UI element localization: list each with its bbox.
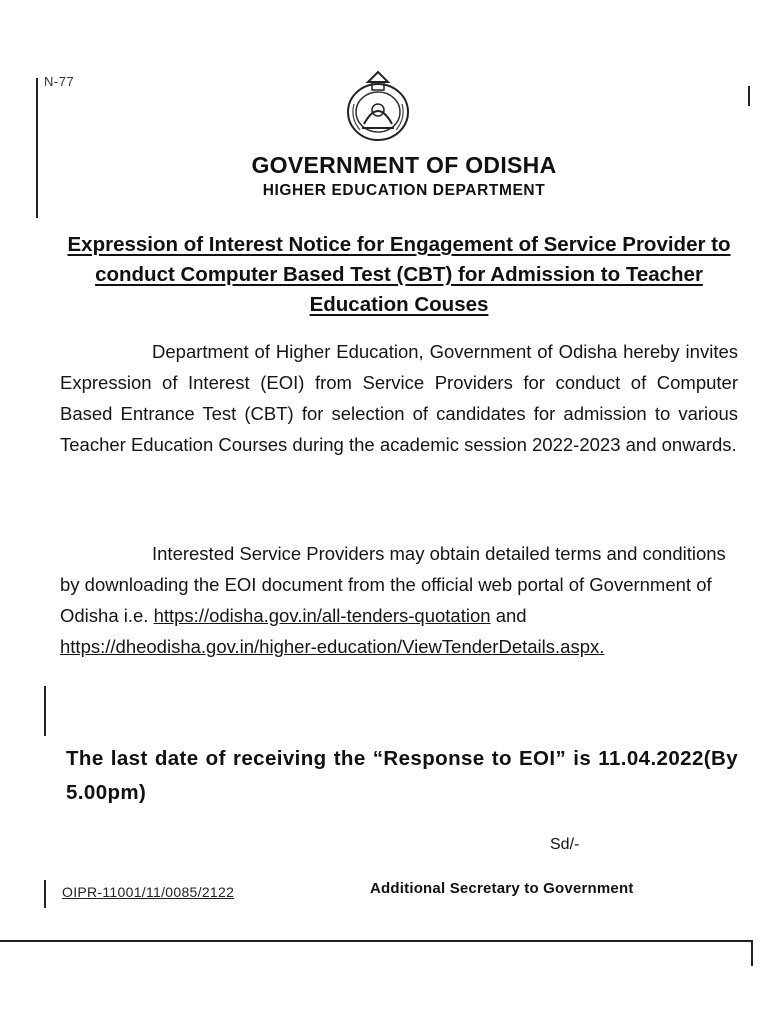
notice-title-text: Expression of Interest Notice for Engagement of Service Provider to conduct Computer Based Test (CBT) for Admission to Teacher Education Couses [67,233,731,316]
link-joiner: and [495,605,527,626]
government-title: GOVERNMENT OF ODISHA [251,152,557,178]
scan-edge-line-right [748,86,750,106]
page-bottom-rule [0,940,753,942]
paragraph-2-intro: Interested Service Providers may obtain detailed terms and conditions by downloading the EOI document from the official web portal of Government of Odisha i.e. [60,543,726,626]
notice-paragraph-1: Department of Higher Education, Government of Odisha hereby invites Expression of Interest (EOI) from Service Providers for conduct of Computer Based Entrance Test (CBT) for selection of candidates for admission to various Teacher Education Courses during the academic session 2022-2023 and onwards. [60,341,738,455]
signature-mark: Sd/- [550,836,580,853]
scan-edge-line-left-lower [44,686,46,736]
notice-paragraph-2 [60,538,738,662]
odisha-state-emblem-icon [340,68,416,146]
signatory-designation: Additional Secretary to Government [370,880,634,897]
odisha-tenders-link[interactable]: https://odisha.gov.in/all-tenders-quotation [153,605,491,626]
last-date-notice: The last date of receiving the “Response to EOI” is 11.04.2022(By 5.00pm) [66,747,738,804]
dhe-odisha-tender-link[interactable]: https://dheodisha.gov.in/higher-education/ViewTenderDetails.aspx. [60,636,605,657]
document-ref-code: N-77 [44,74,75,89]
scan-edge-line-right-bottom [751,940,753,966]
oipr-reference: OIPR-11001/11/0085/2122 [62,884,235,900]
department-title: HIGHER EDUCATION DEPARTMENT [262,182,546,199]
notice-title [54,230,744,320]
scan-edge-line-bottom-left [44,880,46,908]
